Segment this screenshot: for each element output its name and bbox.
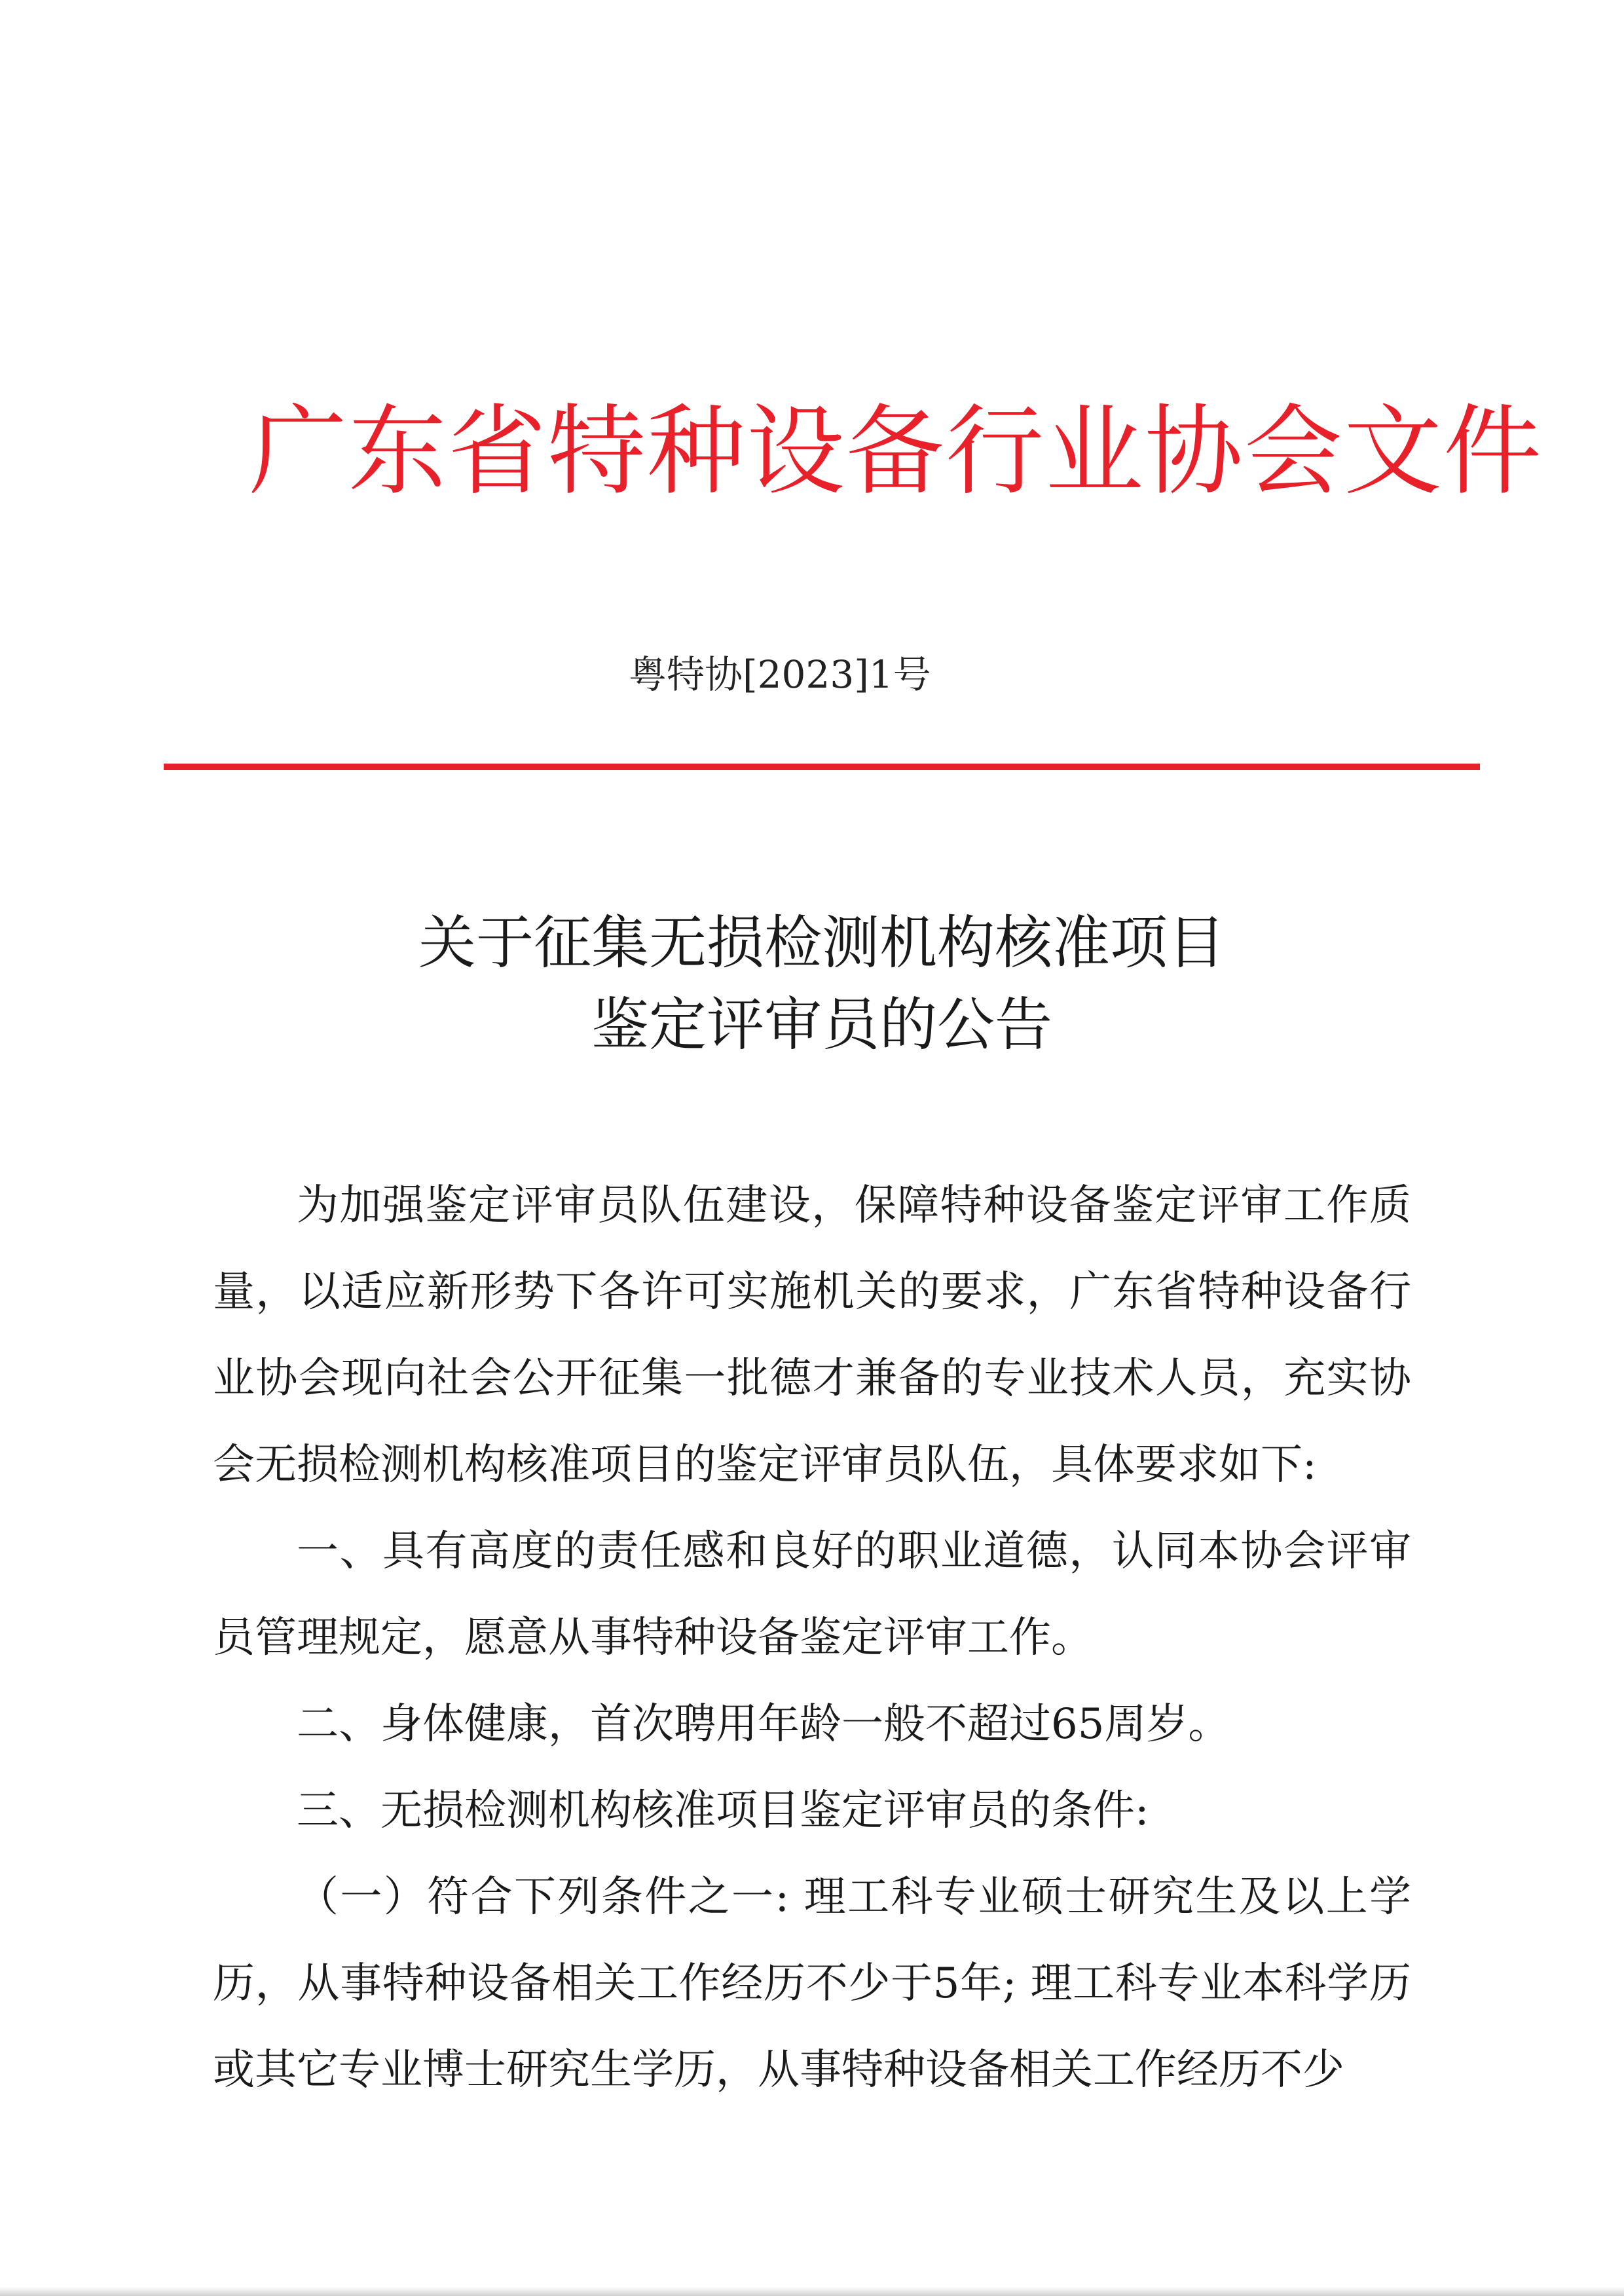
red-separator-line bbox=[164, 764, 1480, 770]
announcement-body bbox=[213, 1162, 1411, 2113]
body-paragraph-requirement-3: 三、无损检测机构核准项目鉴定评审员的条件: bbox=[297, 1787, 1149, 1835]
body-paragraph-requirement-2: 二、身体健康，首次聘用年龄一般不超过65周岁。 bbox=[297, 1700, 1230, 1749]
announcement-title-line-2: 鉴定评审员的公告 bbox=[591, 991, 1052, 1058]
body-paragraph-condition-1: （一）符合下列条件之一: 理工科专业硕士研究生及以上学历，从事特种设备相关工作经历不少于5年; 理工科专业本科学历或其它专业博士研究生学历，从事特种设备相关工作经历不少 bbox=[213, 1873, 1411, 2094]
announcement-title-line-1: 关于征集无损检测机构核准项目 bbox=[418, 909, 1225, 976]
document-header-title: 广东省特种设备行业协会文件 bbox=[249, 395, 1543, 509]
document-number: 粤特协[2023]1号 bbox=[629, 652, 931, 697]
scan-bottom-edge bbox=[0, 2287, 1624, 2296]
body-paragraph-intro: 为加强鉴定评审员队伍建设，保障特种设备鉴定评审工作质量，以适应新形势下各许可实施机关的要求，广东省特种设备行业协会现向社会公开征集一批德才兼备的专业技术人员，充实协会无损检测机构核准项目的鉴定评审员队伍，具体要求如下: bbox=[213, 1181, 1411, 1489]
body-paragraph-requirement-1: 一、具有高度的责任感和良好的职业道德，认同本协会评审员管理规定，愿意从事特种设备鉴定评审工作。 bbox=[213, 1527, 1411, 1662]
